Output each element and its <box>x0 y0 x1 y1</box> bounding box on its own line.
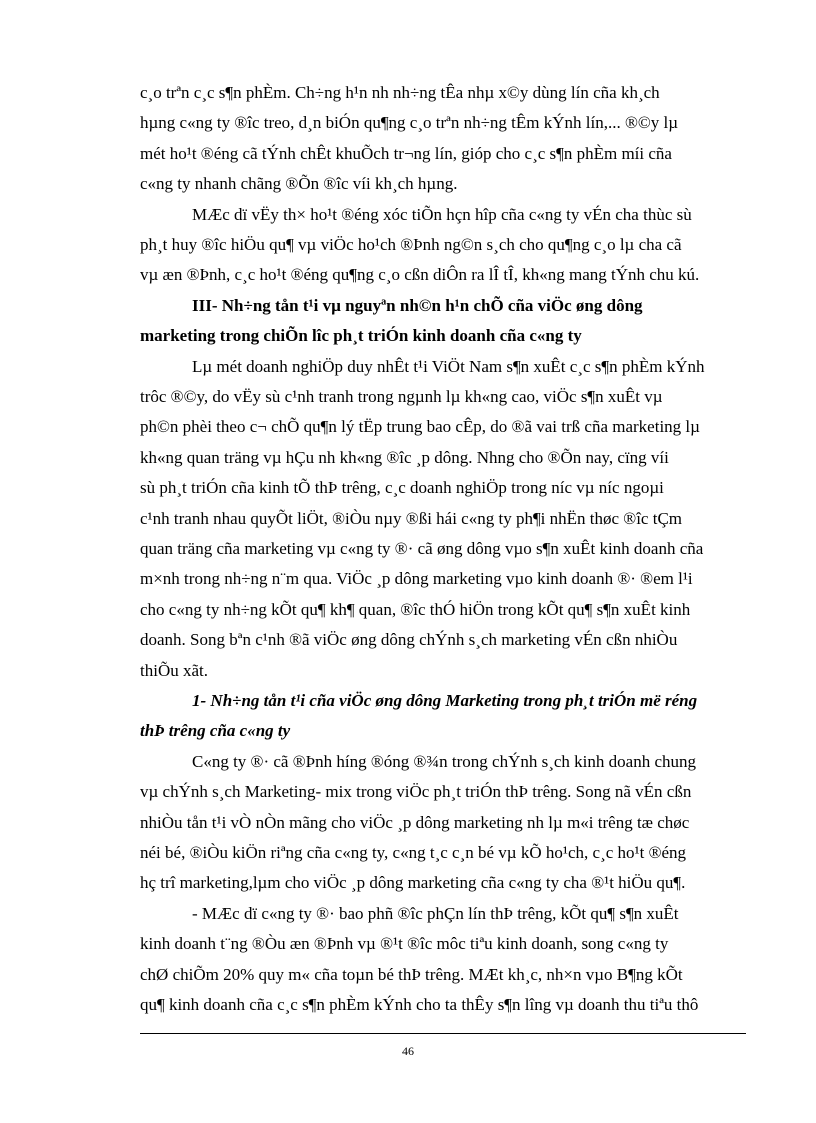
text-line: kinh doanh t¨ng ®Òu æn ®Þnh vµ ®¹t ®îc môc tiªu kinh doanh, song c«ng ty <box>140 934 669 953</box>
text-line: C«ng ty ®· cã ®Þnh híng ®óng ®¾n trong chÝnh s¸ch kinh doanh chung <box>192 752 696 771</box>
text-line: vµ æn ®Þnh, c¸c ho¹t ®éng qu¶ng c¸o cßn diÔn ra lÎ tÎ, kh«ng mang tÝnh chu kú. <box>140 265 700 284</box>
text-line: thÞ trêng cña c«ng ty <box>140 721 291 740</box>
text-line: c¸o trªn c¸c s¶n phÈm. Ch÷ng h¹n nh nh÷ng tÊa nhµ x©y dùng lín cña kh¸ch <box>140 83 660 102</box>
footer-rule <box>140 1033 746 1034</box>
text-line: 1- Nh÷ng tån t¹i cña viÖc øng dông Marketing trong ph¸t triÓn më réng <box>192 691 698 710</box>
text-line: hµng c«ng ty ®îc treo, d¸n biÓn qu¶ng c¸o trªn nh÷ng tÊm kÝnh lín,... ®©y lµ <box>140 113 679 132</box>
text-line: marketing trong chiÕn lîc ph¸t triÓn kinh doanh cña c«ng ty <box>140 326 582 345</box>
text-line: doanh. Song bªn c¹nh ®ã viÖc øng dông chÝnh s¸ch marketing vÉn cßn nhiÒu <box>140 630 678 649</box>
text-line: III- Nh÷ng tån t¹i vµ nguyªn nh©n h¹n chÕ cña viÖc øng dông <box>192 296 643 315</box>
text-line: Lµ mét doanh nghiÖp duy nhÊt t¹i ViÖt Nam s¶n xuÊt c¸c s¶n phÈm kÝnh <box>192 357 705 376</box>
text-line: cho c«ng ty nh÷ng kÕt qu¶ kh¶ quan, ®îc thÓ hiÖn trong kÕt qu¶ s¶n xuÊt kinh <box>140 600 691 619</box>
text-line: mét ho¹t ®éng cã tÝnh chÊt khuÕch tr¬ng lín, gióp cho c¸c s¶n phÈm míi cña <box>140 144 672 163</box>
page-number: 46 <box>402 1044 414 1058</box>
text-line: quan träng cña marketing vµ c«ng ty ®· cã øng dông vµo s¶n xuÊt kinh doanh cña <box>140 539 704 558</box>
text-line: MÆc dï vËy th× ho¹t ®éng xóc tiÕn hçn hîp cña c«ng ty vÉn cha thùc sù <box>192 205 692 224</box>
text-line: néi bé, ®iÒu kiÖn riªng cña c«ng ty, c«ng t¸c c¸n bé vµ kÕ ho¹ch, c¸c ho¹t ®éng <box>140 843 687 862</box>
text-line: c¹nh tranh nhau quyÕt liÖt, ®iÒu nµy ®ßi hái c«ng ty ph¶i nhËn thøc ®îc tÇm <box>140 509 682 528</box>
text-line: nhiÒu tån t¹i vÒ nÒn mãng cho viÖc ¸p dông marketing nh lµ m«i trêng tæ chøc <box>140 813 690 832</box>
text-line: trôc ®©y, do vËy sù c¹nh tranh trong ngµnh lµ kh«ng cao, viÖc s¶n xuÊt vµ <box>140 387 663 406</box>
text-line: c«ng ty nhanh chãng ®Õn ®îc víi kh¸ch hµng. <box>140 174 458 193</box>
text-line: m×nh trong nh÷ng n¨m qua. ViÖc ¸p dông marketing vµo kinh doanh ®· ®em l¹i <box>140 569 693 588</box>
text-line: vµ chÝnh s¸ch Marketing- mix trong viÖc ph¸t triÓn thÞ trêng. Song nã vÉn cßn <box>140 782 692 801</box>
text-line: qu¶ kinh doanh cña c¸c s¶n phÈm kÝnh cho ta thÊy s¶n lîng vµ doanh thu tiªu thô <box>140 995 699 1014</box>
text-line: ph¸t huy ®îc hiÖu qu¶ vµ viÖc ho¹ch ®Þnh ng©n s¸ch cho qu¶ng c¸o lµ cha cã <box>140 235 682 254</box>
text-line: ph©n phèi theo c¬ chÕ qu¶n lý tËp trung bao cÊp, do ®ã vai trß cña marketing lµ <box>140 417 700 436</box>
text-line: thiÕu xãt. <box>140 661 208 680</box>
text-line: sù ph¸t triÓn cña kinh tÕ thÞ trêng, c¸c doanh nghiÖp trong níc vµ níc ngoµi <box>140 478 664 497</box>
text-line: hç trî marketing,lµm cho viÖc ¸p dông marketing cña c«ng ty cha ®¹t hiÖu qu¶. <box>140 873 686 892</box>
text-line: chØ chiÕm 20% quy m« cña toµn bé thÞ trêng. MÆt kh¸c, nh×n vµo B¶ng kÕt <box>140 965 683 984</box>
text-line: - MÆc dï c«ng ty ®· bao phñ ®îc phÇn lín thÞ trêng, kÕt qu¶ s¶n xuÊt <box>192 904 679 923</box>
text-line: kh«ng quan träng vµ hÇu nh kh«ng ®îc ¸p dông. Nhng cho ®Õn nay, cïng víi <box>140 448 669 467</box>
